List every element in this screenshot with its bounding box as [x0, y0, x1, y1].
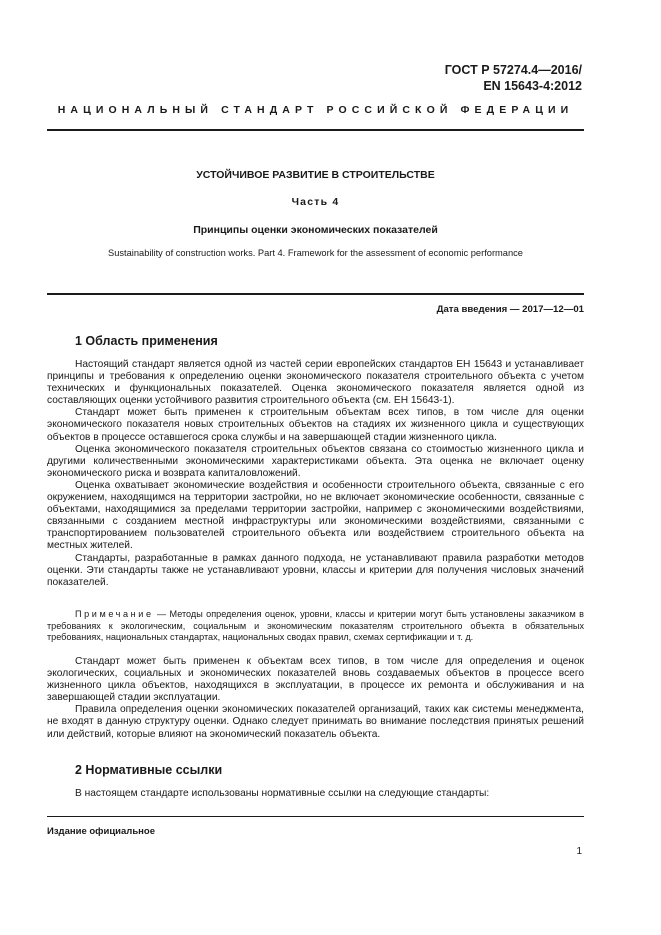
- paragraph: Стандарт может быть применен к строительным объектам всех типов, в том числе для оценки экономического показателя новых строительных объектов на стадиях их жизненного цикла и существующих объектов в процессе оставшегося срока службы и на завершающей стадии жизненного цикла.: [47, 407, 584, 443]
- paragraph: Настоящий стандарт является одной из частей серии европейских стандартов ЕН 15643 и устанавливает принципы и требования к определению оценки экономического показателя строительного объекта с учетом технических и функциональных показателей. Оценка экономического показателя является одной из составляющих оценки устойчивого развития строительного объекта (см. ЕН 15643-1).: [47, 359, 584, 407]
- section-1-heading: 1 Область применения: [75, 334, 218, 348]
- english-title: Sustainability of construction works. Part 4. Framework for the assessment of economic performance: [108, 248, 523, 258]
- header-divider: [47, 129, 584, 131]
- section-1-body-continued: [47, 656, 584, 741]
- section-2-heading: 2 Нормативные ссылки: [75, 763, 223, 777]
- document-subtitle: Принципы оценки экономических показателей: [193, 224, 438, 236]
- document-id-line1: ГОСТ Р 57274.4—2016/: [444, 63, 582, 77]
- document-id: [445, 62, 582, 94]
- title-divider: [47, 293, 584, 295]
- note-block: [47, 609, 584, 644]
- paragraph: Оценка охватывает экономические воздействия и особенности строительного объекта, связанные с его окружением, находящимся на территории застройки, но не включает экономические особенности, связанные с объектами, находящимися за пределами территории застройки, например с экономическими воздействиями, связанными с созданием местной инфраструктуры или экономическими воздействиями, связанными с транспортированием пользователей строительного объекта или воздействием строительного объекта на местных жителей.: [47, 479, 584, 552]
- effective-date: Дата введения — 2017—12—01: [436, 304, 584, 315]
- standard-type-heading: НАЦИОНАЛЬНЫЙ СТАНДАРТ РОССИЙСКОЙ ФЕДЕРАЦИИ: [57, 104, 574, 116]
- document-id-line2: EN 15643-4:2012: [483, 79, 582, 93]
- edition-label: Издание официальное: [47, 826, 155, 837]
- paragraph: Стандарты, разработанные в рамках данного подхода, не устанавливают правила разработки методов оценки. Эти стандарты также не устанавливают уровни, классы и критерии для получения числовых значений показателей.: [47, 552, 584, 588]
- paragraph: В настоящем стандарте использованы нормативные ссылки на следующие стандарты:: [75, 788, 490, 799]
- document-part: Часть 4: [291, 196, 340, 208]
- section-2-body: [47, 788, 584, 800]
- footer-divider: [47, 816, 584, 817]
- paragraph: Стандарт может быть применен к объектам всех типов, в том числе для определения и оценок экологических, социальных и экономических показателей вновь создаваемых объектов в процессе всего жизненного цикла объектов, находящихся в эксплуатации, в процессе их ремонта и обслуживания и на завершающей стадии эксплуатации.: [47, 656, 584, 704]
- section-1-body: [47, 359, 584, 589]
- document-title: УСТОЙЧИВОЕ РАЗВИТИЕ В СТРОИТЕЛЬСТВЕ: [196, 169, 435, 181]
- note-label: Примечание: [75, 609, 154, 619]
- paragraph: Правила определения оценки экономических показателей организаций, таких как системы менеджмента, не входят в данную структуру оценки. Однако следует принимать во внимание последствия принятых решений или действий, которые влияют на экономический показатель объекта.: [47, 704, 584, 740]
- page-number: 1: [576, 846, 582, 857]
- paragraph: Оценка экономического показателя строительных объектов связана со стоимостью жизненного цикла и другими количественными экономическими характеристиками объекта. Эта оценка не включает оценку экономического риска и возврата капиталовложений.: [47, 443, 584, 479]
- note-text: — Методы определения оценок, уровни, классы и критерии могут быть установлены заказчиком в требованиях к экологическим, социальным и экономическим показателям строительного объекта в обязательных требованиях, национальных стандартах, национальных сводах правил, схемах сертификации и т. д.: [47, 609, 584, 643]
